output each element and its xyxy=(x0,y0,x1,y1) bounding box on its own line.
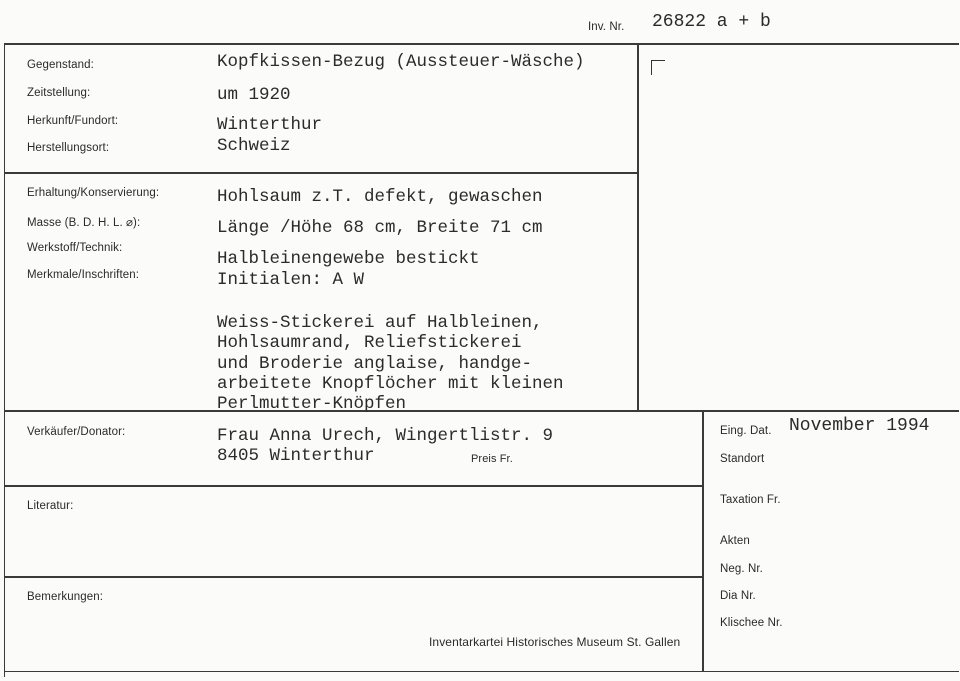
label-standort: Standort xyxy=(720,453,765,465)
label-neg-nr: Neg. Nr. xyxy=(720,563,763,575)
value-masse: Länge /Höhe 68 cm, Breite 71 cm xyxy=(217,218,543,238)
label-herstellungsort: Herstellungsort: xyxy=(27,142,110,154)
rule-after-literatur xyxy=(4,576,703,578)
label-klischee-nr: Klischee Nr. xyxy=(720,617,783,629)
bottom-border xyxy=(4,671,959,672)
label-herkunft: Herkunft/Fundort: xyxy=(27,115,119,127)
left-border xyxy=(4,43,5,677)
value-gegenstand: Kopfkissen-Bezug (Aussteuer-Wäsche) xyxy=(217,52,585,72)
value-verkaeufer-line1: Frau Anna Urech, Wingertlistr. 9 xyxy=(217,426,554,446)
value-description xyxy=(217,313,564,414)
top-rule xyxy=(4,43,959,45)
value-herkunft: Winterthur xyxy=(217,115,323,135)
inv-nr-value: 26822 a + b xyxy=(652,12,771,32)
vertical-rule-upper xyxy=(637,43,639,411)
vertical-rule-lower xyxy=(702,410,704,672)
description-line: Perlmutter-Knöpfen xyxy=(217,394,407,415)
value-zeitstellung: um 1920 xyxy=(217,85,291,105)
description-line: Hohlsaumrand, Reliefstickerei xyxy=(217,333,522,354)
label-werkstoff: Werkstoff/Technik: xyxy=(27,242,123,254)
rule-after-verkaeufer xyxy=(4,485,703,487)
label-eing-dat: Eing. Dat. xyxy=(720,425,772,437)
footer-text: Inventarkartei Historisches Museum St. Gallen xyxy=(429,635,681,649)
label-bemerkungen: Bemerkungen: xyxy=(27,591,103,603)
value-herstellungsort: Schweiz xyxy=(217,136,291,156)
description-line: und Broderie anglaise, handge- xyxy=(217,353,533,374)
label-gegenstand: Gegenstand: xyxy=(27,59,94,71)
label-dia-nr: Dia Nr. xyxy=(720,590,756,602)
inv-nr-label: Inv. Nr. xyxy=(588,21,625,33)
label-literatur: Literatur: xyxy=(27,500,74,512)
value-werkstoff: Halbleinengewebe bestickt xyxy=(217,249,480,269)
label-masse: Masse (B. D. H. L. ⌀): xyxy=(27,217,141,229)
value-verkaeufer-line2: 8405 Winterthur xyxy=(217,446,375,466)
value-merkmale: Initialen: A W xyxy=(217,270,365,290)
label-zeitstellung: Zeitstellung: xyxy=(27,87,91,99)
rule-after-herstellungsort xyxy=(4,172,638,174)
description-line: Weiss-Stickerei auf Halbleinen, xyxy=(217,313,543,333)
value-erhaltung: Hohlsaum z.T. defekt, gewaschen xyxy=(217,187,543,207)
corner-mark xyxy=(651,60,665,75)
label-erhaltung: Erhaltung/Konservierung: xyxy=(27,187,160,199)
label-preis: Preis Fr. xyxy=(471,453,513,465)
label-taxation: Taxation Fr. xyxy=(720,494,781,506)
label-verkaeufer: Verkäufer/Donator: xyxy=(27,426,126,438)
label-merkmale: Merkmale/Inschriften: xyxy=(27,269,140,281)
description-line: arbeitete Knopflöcher mit kleinen xyxy=(217,373,564,394)
value-eing-dat: November 1994 xyxy=(789,416,930,436)
label-akten: Akten xyxy=(720,535,750,547)
